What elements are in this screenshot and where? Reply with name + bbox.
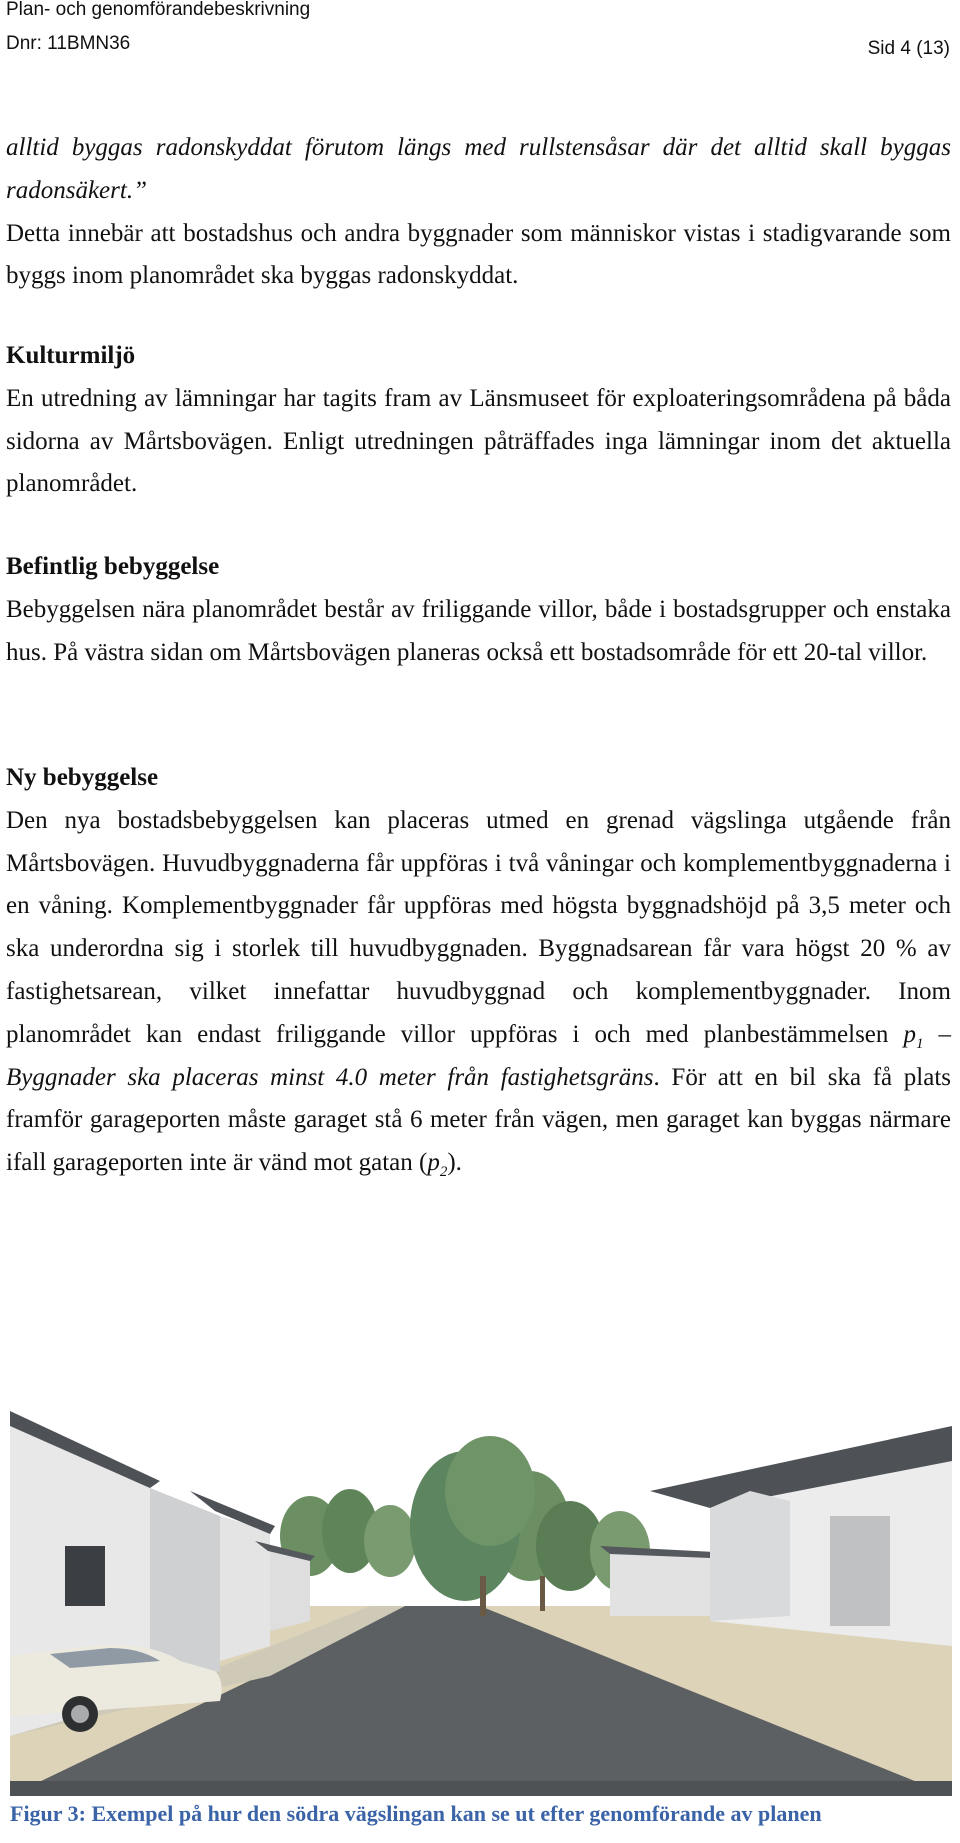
befintlig-heading: Befintlig bebyggelse (6, 553, 220, 580)
quote-body-text: Detta innebär att bostadshus och andra byggnader som människor vistas i stadigvarande som byggs inom planområdet ska byggas radonskyddat. (6, 219, 951, 290)
figure-street-illustration (10, 1276, 952, 1796)
kulturmiljo-section (6, 335, 951, 506)
header-page-number: Sid 4 (13) (867, 38, 950, 59)
befintlig-bebyggelse-section (6, 546, 951, 674)
header-dnr: Dnr: 11BMN36 (6, 33, 131, 54)
ny-italic-rule: – Byggnader ska placeras minst 4.0 meter från fastighetsgräns (6, 1020, 951, 1091)
house-right-far (600, 1546, 715, 1616)
ny-text (6, 800, 951, 1185)
ny-heading: Ny bebyggelse (6, 764, 159, 791)
figure-caption: Figur 3: Exempel på hur den södra vägslingan kan se ut efter genomförande av planen (10, 1801, 822, 1826)
road-foreground (10, 1781, 952, 1796)
p1-subscript: 1 (915, 1035, 924, 1052)
ny-bebyggelse-section (6, 757, 951, 1185)
ny-text-part2: . För att en bil ska få plats framför garageporten måste garaget stå 6 meter från vägen, men garaget kan byggas närmare ifall garageporten inte är vänd mot gatan ( (6, 1063, 952, 1177)
p1-letter: p (903, 1020, 916, 1048)
header-title: Plan- och genomförandebeskrivning (6, 0, 311, 20)
p1-symbol (903, 1020, 924, 1052)
ny-text-part3: ). (447, 1149, 462, 1177)
befintlig-text: Bebyggelsen nära planområdet består av friliggande villor, både i bostadsgrupper och enstaka hus. På västra sidan om Mårtsbovägen planeras också ett bostadsområde för ett 20-tal villor. (6, 595, 951, 666)
p2-symbol (427, 1149, 448, 1181)
kulturmiljo-text: En utredning av lämningar har tagits fram av Länsmuseet för exploateringsområdena på båda sidorna av Mårtsbovägen. Enligt utredningen påträffades inga lämningar inom det aktuella planområdet. (6, 384, 951, 498)
p2-subscript: 2 (439, 1164, 448, 1181)
quote-section (6, 127, 951, 298)
street-illustration (10, 1276, 952, 1796)
kulturmiljo-heading: Kulturmiljö (6, 342, 136, 369)
quote-italic-text: alltid byggas radonskyddat förutom längs med rullstensåsar där det alltid skall byggas radonsäkert.” (6, 134, 951, 204)
ny-text-part1: Den nya bostadsbebyggelsen kan placeras utmed en grenad vägslinga utgående från Mårtsbovägen. Huvudbyggnaderna får uppföras i två våningar och komplementbyggnaderna i en våning. Komplementbyggnader får uppföras med högsta byggnadshöjd på 3,5 meter och ska underordna sig i storlek till huvudbyggnaden. Byggnadsarean får vara högst 20 % av fastighetsarean, vilket innefattar huvudbyggnad och komplementbyggnader. Inom planområdet kan endast friliggande villor uppföras i och med planbestämmelsen (6, 806, 951, 1048)
p2-letter: p (427, 1149, 440, 1177)
